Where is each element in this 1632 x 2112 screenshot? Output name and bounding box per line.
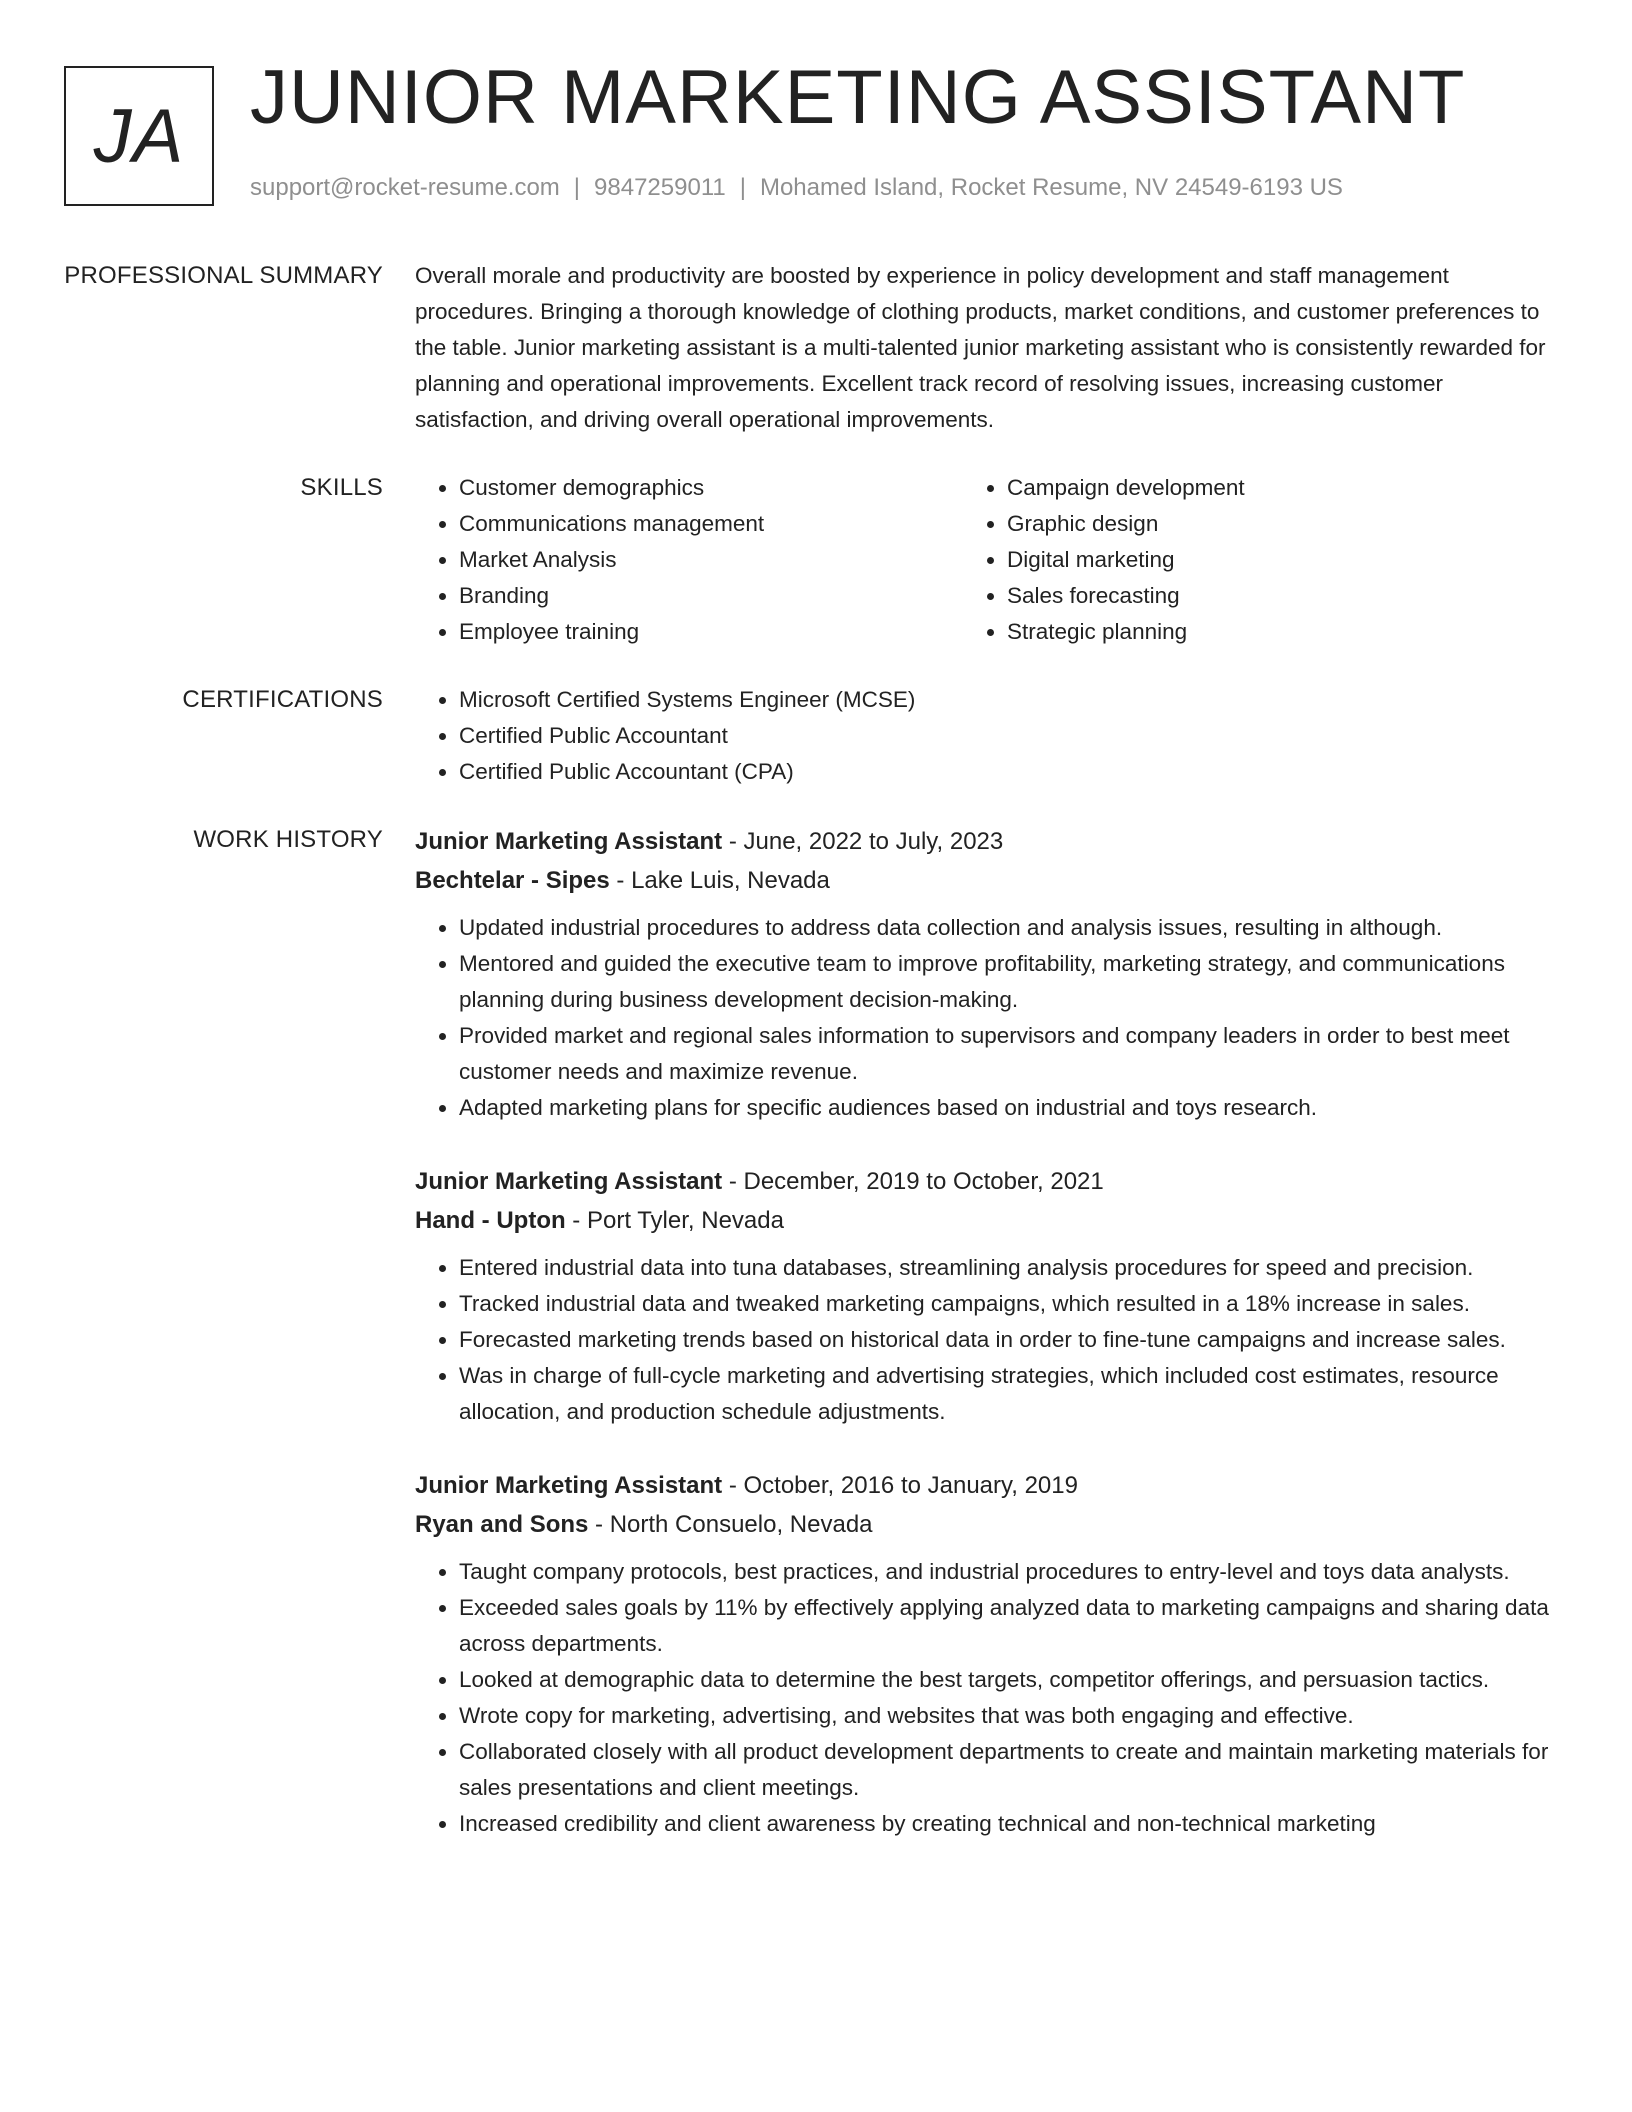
contact-phone: 9847259011 bbox=[594, 174, 726, 201]
job-company-line bbox=[415, 1505, 1565, 1544]
job-title-line bbox=[415, 1162, 1565, 1201]
job-entry bbox=[415, 822, 1565, 1126]
job-company: Bechtelar - Sipes bbox=[415, 867, 610, 894]
skill-item: • Branding bbox=[459, 578, 963, 614]
resume-sections bbox=[0, 258, 1632, 1910]
skill-item: • Employee training bbox=[459, 614, 963, 650]
skills-list-left bbox=[415, 470, 963, 650]
skills-section bbox=[0, 470, 1632, 650]
job-company-line bbox=[415, 1201, 1565, 1240]
certification-item: • Certified Public Accountant bbox=[459, 718, 1565, 754]
job-bullet: • Increased credibility and client awareness by creating technical and non-technical marketing bbox=[459, 1806, 1565, 1842]
job-bullet: • Wrote copy for marketing, advertising, and websites that was both engaging and effective. bbox=[459, 1698, 1565, 1734]
job-bullet: • Mentored and guided the executive team to improve profitability, marketing strategy, and communications planning during business development decision-making. bbox=[459, 946, 1565, 1018]
job-title-line bbox=[415, 822, 1565, 861]
job-title: Junior Marketing Assistant bbox=[415, 828, 723, 855]
contact-email: support@rocket-resume.com bbox=[250, 174, 560, 201]
job-bullet: • Collaborated closely with all product development departments to create and maintain marketing materials for sales presentations and client meetings. bbox=[459, 1734, 1565, 1806]
job-bullet: • Tracked industrial data and tweaked marketing campaigns, which resulted in a 18% increase in sales. bbox=[459, 1286, 1565, 1322]
job-location: - North Consuelo, Nevada bbox=[588, 1511, 873, 1538]
initials-monogram bbox=[64, 66, 214, 206]
summary-section bbox=[0, 258, 1632, 438]
certifications-list bbox=[415, 682, 1565, 790]
job-entry bbox=[415, 1162, 1565, 1430]
contact-separator: | bbox=[739, 174, 746, 201]
job-bullet: • Adapted marketing plans for specific audiences based on industrial and toys research. bbox=[459, 1090, 1565, 1126]
job-bullets bbox=[415, 1250, 1565, 1430]
initials-text: JA bbox=[93, 93, 185, 179]
skill-item: • Communications management bbox=[459, 506, 963, 542]
certifications-body bbox=[415, 682, 1565, 790]
job-bullet: • Entered industrial data into tuna databases, streamlining analysis procedures for speed and precision. bbox=[459, 1250, 1565, 1286]
work-history-label: WORK HISTORY bbox=[193, 826, 383, 853]
resume-name-heading: JUNIOR MARKETING ASSISTANT bbox=[250, 55, 1466, 140]
certifications-label: CERTIFICATIONS bbox=[182, 686, 383, 713]
skill-item: • Graphic design bbox=[1007, 506, 1511, 542]
skills-list-right bbox=[963, 470, 1511, 650]
skill-item: • Sales forecasting bbox=[1007, 578, 1511, 614]
job-company: Hand - Upton bbox=[415, 1207, 566, 1234]
certifications-section bbox=[0, 682, 1632, 790]
summary-label: PROFESSIONAL SUMMARY bbox=[64, 262, 383, 289]
job-title: Junior Marketing Assistant bbox=[415, 1472, 723, 1499]
job-bullet: • Forecasted marketing trends based on historical data in order to fine-tune campaigns and increase sales. bbox=[459, 1322, 1565, 1358]
skill-item: • Strategic planning bbox=[1007, 614, 1511, 650]
job-bullet: • Was in charge of full-cycle marketing and advertising strategies, which included cost estimates, resource allocation, and production schedule adjustments. bbox=[459, 1358, 1565, 1430]
job-bullet: • Exceeded sales goals by 11% by effectively applying analyzed data to marketing campaigns and sharing data across departments. bbox=[459, 1590, 1565, 1662]
contact-address: Mohamed Island, Rocket Resume, NV 24549-6193 US bbox=[759, 174, 1343, 201]
skills-body bbox=[415, 470, 1565, 650]
job-location: - Port Tyler, Nevada bbox=[565, 1207, 784, 1234]
contact-separator: | bbox=[573, 174, 581, 201]
job-entry bbox=[415, 1466, 1565, 1842]
job-dates: - October, 2016 to January, 2019 bbox=[722, 1472, 1078, 1499]
summary-body bbox=[415, 258, 1565, 438]
job-location: - Lake Luis, Nevada bbox=[609, 867, 830, 894]
job-title-line bbox=[415, 1466, 1565, 1505]
job-title: Junior Marketing Assistant bbox=[415, 1168, 723, 1195]
skill-item: • Campaign development bbox=[1007, 470, 1511, 506]
work-history-body bbox=[415, 822, 1565, 1878]
job-bullet: • Provided market and regional sales information to supervisors and company leaders in order to best meet customer needs and maximize revenue. bbox=[459, 1018, 1565, 1090]
job-dates: - June, 2022 to July, 2023 bbox=[722, 828, 1004, 855]
job-bullets bbox=[415, 1554, 1565, 1842]
summary-text: Overall morale and productivity are boosted by experience in policy development and staff management procedures. Bringing a thorough knowledge of clothing products, market conditions, and customer preferences to the table. Junior marketing assistant is a multi-talented junior marketing assistant who is consistently rewarded for planning and operational improvements. Excellent track record of resolving issues, increasing customer satisfaction, and driving overall operational improvements. bbox=[415, 263, 1546, 432]
job-bullet: • Looked at demographic data to determine the best targets, competitor offerings, and persuasion tactics. bbox=[459, 1662, 1565, 1698]
work-history-section bbox=[0, 822, 1632, 1878]
certification-item: • Microsoft Certified Systems Engineer (MCSE) bbox=[459, 682, 1565, 718]
job-company-line bbox=[415, 861, 1565, 900]
job-bullet: • Updated industrial procedures to address data collection and analysis issues, resulting in although. bbox=[459, 910, 1565, 946]
job-bullet: • Taught company protocols, best practices, and industrial procedures to entry-level and toys data analysts. bbox=[459, 1554, 1565, 1590]
job-bullets bbox=[415, 910, 1565, 1126]
skill-item: • Digital marketing bbox=[1007, 542, 1511, 578]
skill-item: • Customer demographics bbox=[459, 470, 963, 506]
job-company: Ryan and Sons bbox=[415, 1511, 589, 1538]
certification-item: • Certified Public Accountant (CPA) bbox=[459, 754, 1565, 790]
contact-line bbox=[250, 174, 1343, 202]
job-dates: - December, 2019 to October, 2021 bbox=[722, 1168, 1104, 1195]
skill-item: • Market Analysis bbox=[459, 542, 963, 578]
skills-label: SKILLS bbox=[300, 474, 383, 501]
